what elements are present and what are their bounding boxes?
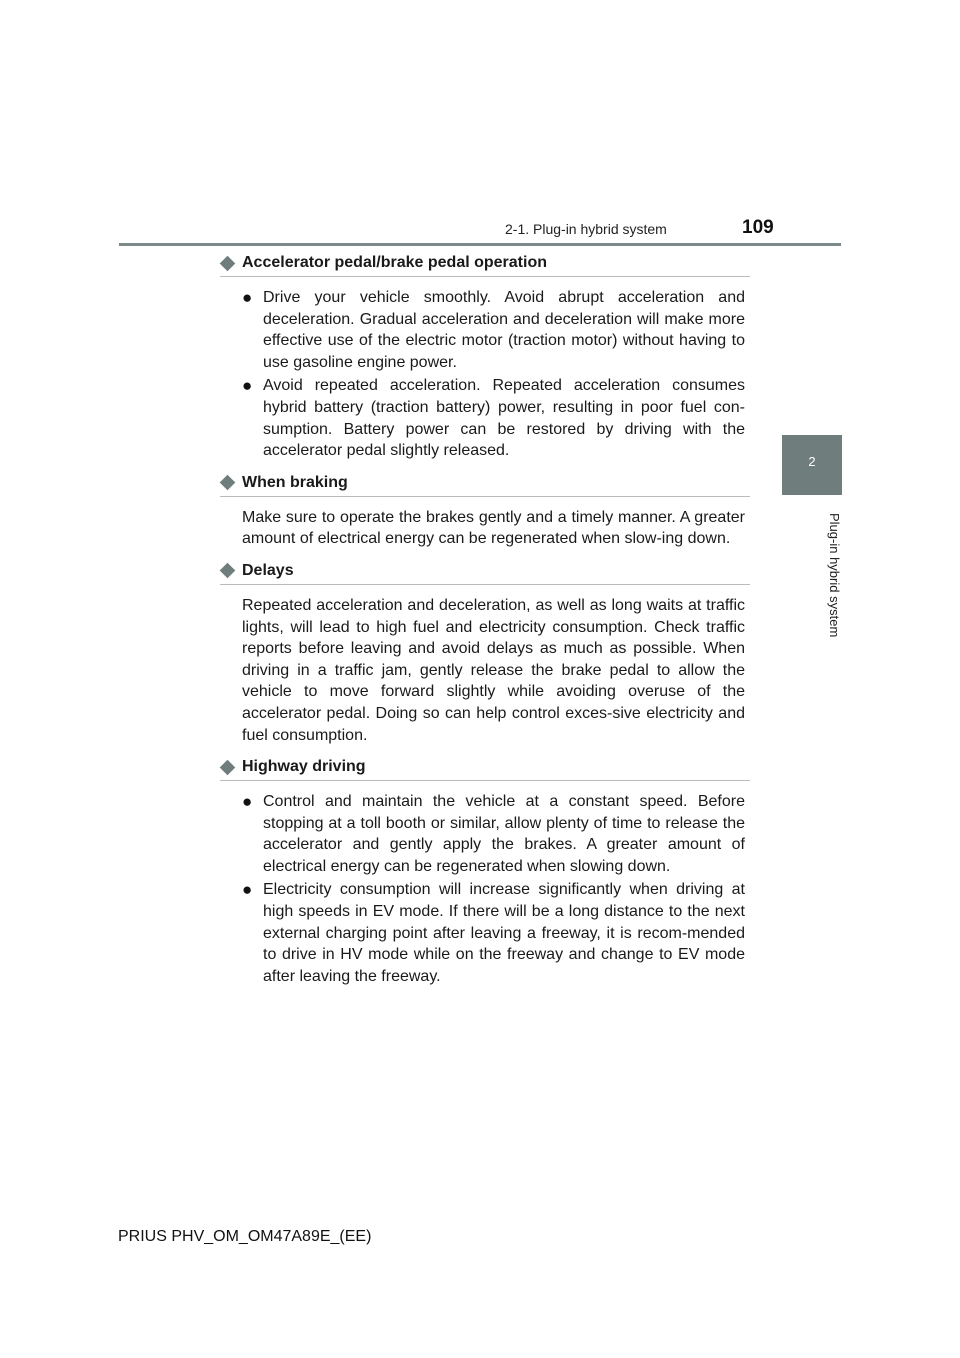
document-code: PRIUS PHV_OM_OM47A89E_(EE) — [118, 1228, 372, 1245]
section-heading — [220, 758, 750, 781]
diamond-icon — [220, 255, 236, 271]
page-number: 109 — [742, 217, 774, 238]
section-paragraph: Repeated acceleration and deceleration, as well as long waits at traffic lights, will lead to high fuel and electricity consumption. Check traffic reports before leaving and avoid delays as much as possible. When driving in a traffic jam, gently release the brake pedal to allow the vehicle to move forward slightly while avoiding overuse of the accelerator pedal. Doing so can help control exces-sive electricity and fuel consumption. — [242, 596, 745, 744]
section-highway-driving — [220, 758, 750, 987]
header-rule — [119, 243, 841, 246]
section-pedal-operation — [220, 254, 750, 462]
page-content — [220, 254, 750, 999]
section-heading-text: Accelerator pedal/brake pedal operation — [242, 254, 547, 271]
section-when-braking — [220, 474, 750, 550]
section-heading — [220, 562, 750, 585]
bullet-icon: ● — [242, 792, 253, 812]
chapter-title — [782, 505, 842, 645]
section-heading-text: Highway driving — [242, 758, 366, 776]
list-item — [242, 791, 745, 877]
diamond-icon — [220, 563, 236, 579]
bullet-icon: ● — [242, 880, 253, 900]
header-section-title: 2-1. Plug-in hybrid system — [505, 221, 667, 237]
list-item — [242, 879, 745, 987]
list-item-text: Drive your vehicle smoothly. Avoid abrupt acceleration and deceleration. Gradual acceleration and deceleration will make more effective use of the electric motor (traction motor) without having to use gasoline engine power. — [263, 289, 745, 371]
section-heading — [220, 474, 750, 497]
section-heading-text: Delays — [242, 561, 294, 579]
chapter-title-text: Plug-in hybrid system — [827, 512, 842, 638]
list-item-text: Control and maintain the vehicle at a constant speed. Before stopping at a toll booth or similar, allow plenty of time to release the accelerator and gently apply the brakes. A greater amount of electrical energy can be regenerated when slowing down. — [263, 793, 745, 875]
section-heading — [220, 254, 750, 277]
list-item — [242, 375, 745, 461]
list-item-text: Avoid repeated acceleration. Repeated acceleration consumes hybrid battery (traction battery) power, resulting in poor fuel con-sumption. Battery power can be restored by driving with the accelerator pedal slightly released. — [263, 377, 745, 460]
diamond-icon — [220, 475, 236, 491]
chapter-number: 2 — [808, 454, 816, 469]
bullet-icon: ● — [242, 288, 253, 307]
list-item — [242, 287, 745, 373]
diamond-icon — [220, 759, 236, 775]
section-delays — [220, 562, 750, 746]
section-heading-text: When braking — [242, 473, 348, 491]
section-paragraph: Make sure to operate the brakes gently and a timely manner. A greater amount of electrical energy can be regenerated when slow-ing down. — [242, 508, 745, 548]
bullet-icon: ● — [242, 376, 253, 396]
list-item-text: Electricity consumption will increase significantly when driving at high speeds in EV mode. If there will be a long distance to the next external charging point after leaving a freeway, it is recom-mended to drive in HV mode while on the freeway and change to EV mode after leaving the freeway. — [263, 881, 745, 985]
